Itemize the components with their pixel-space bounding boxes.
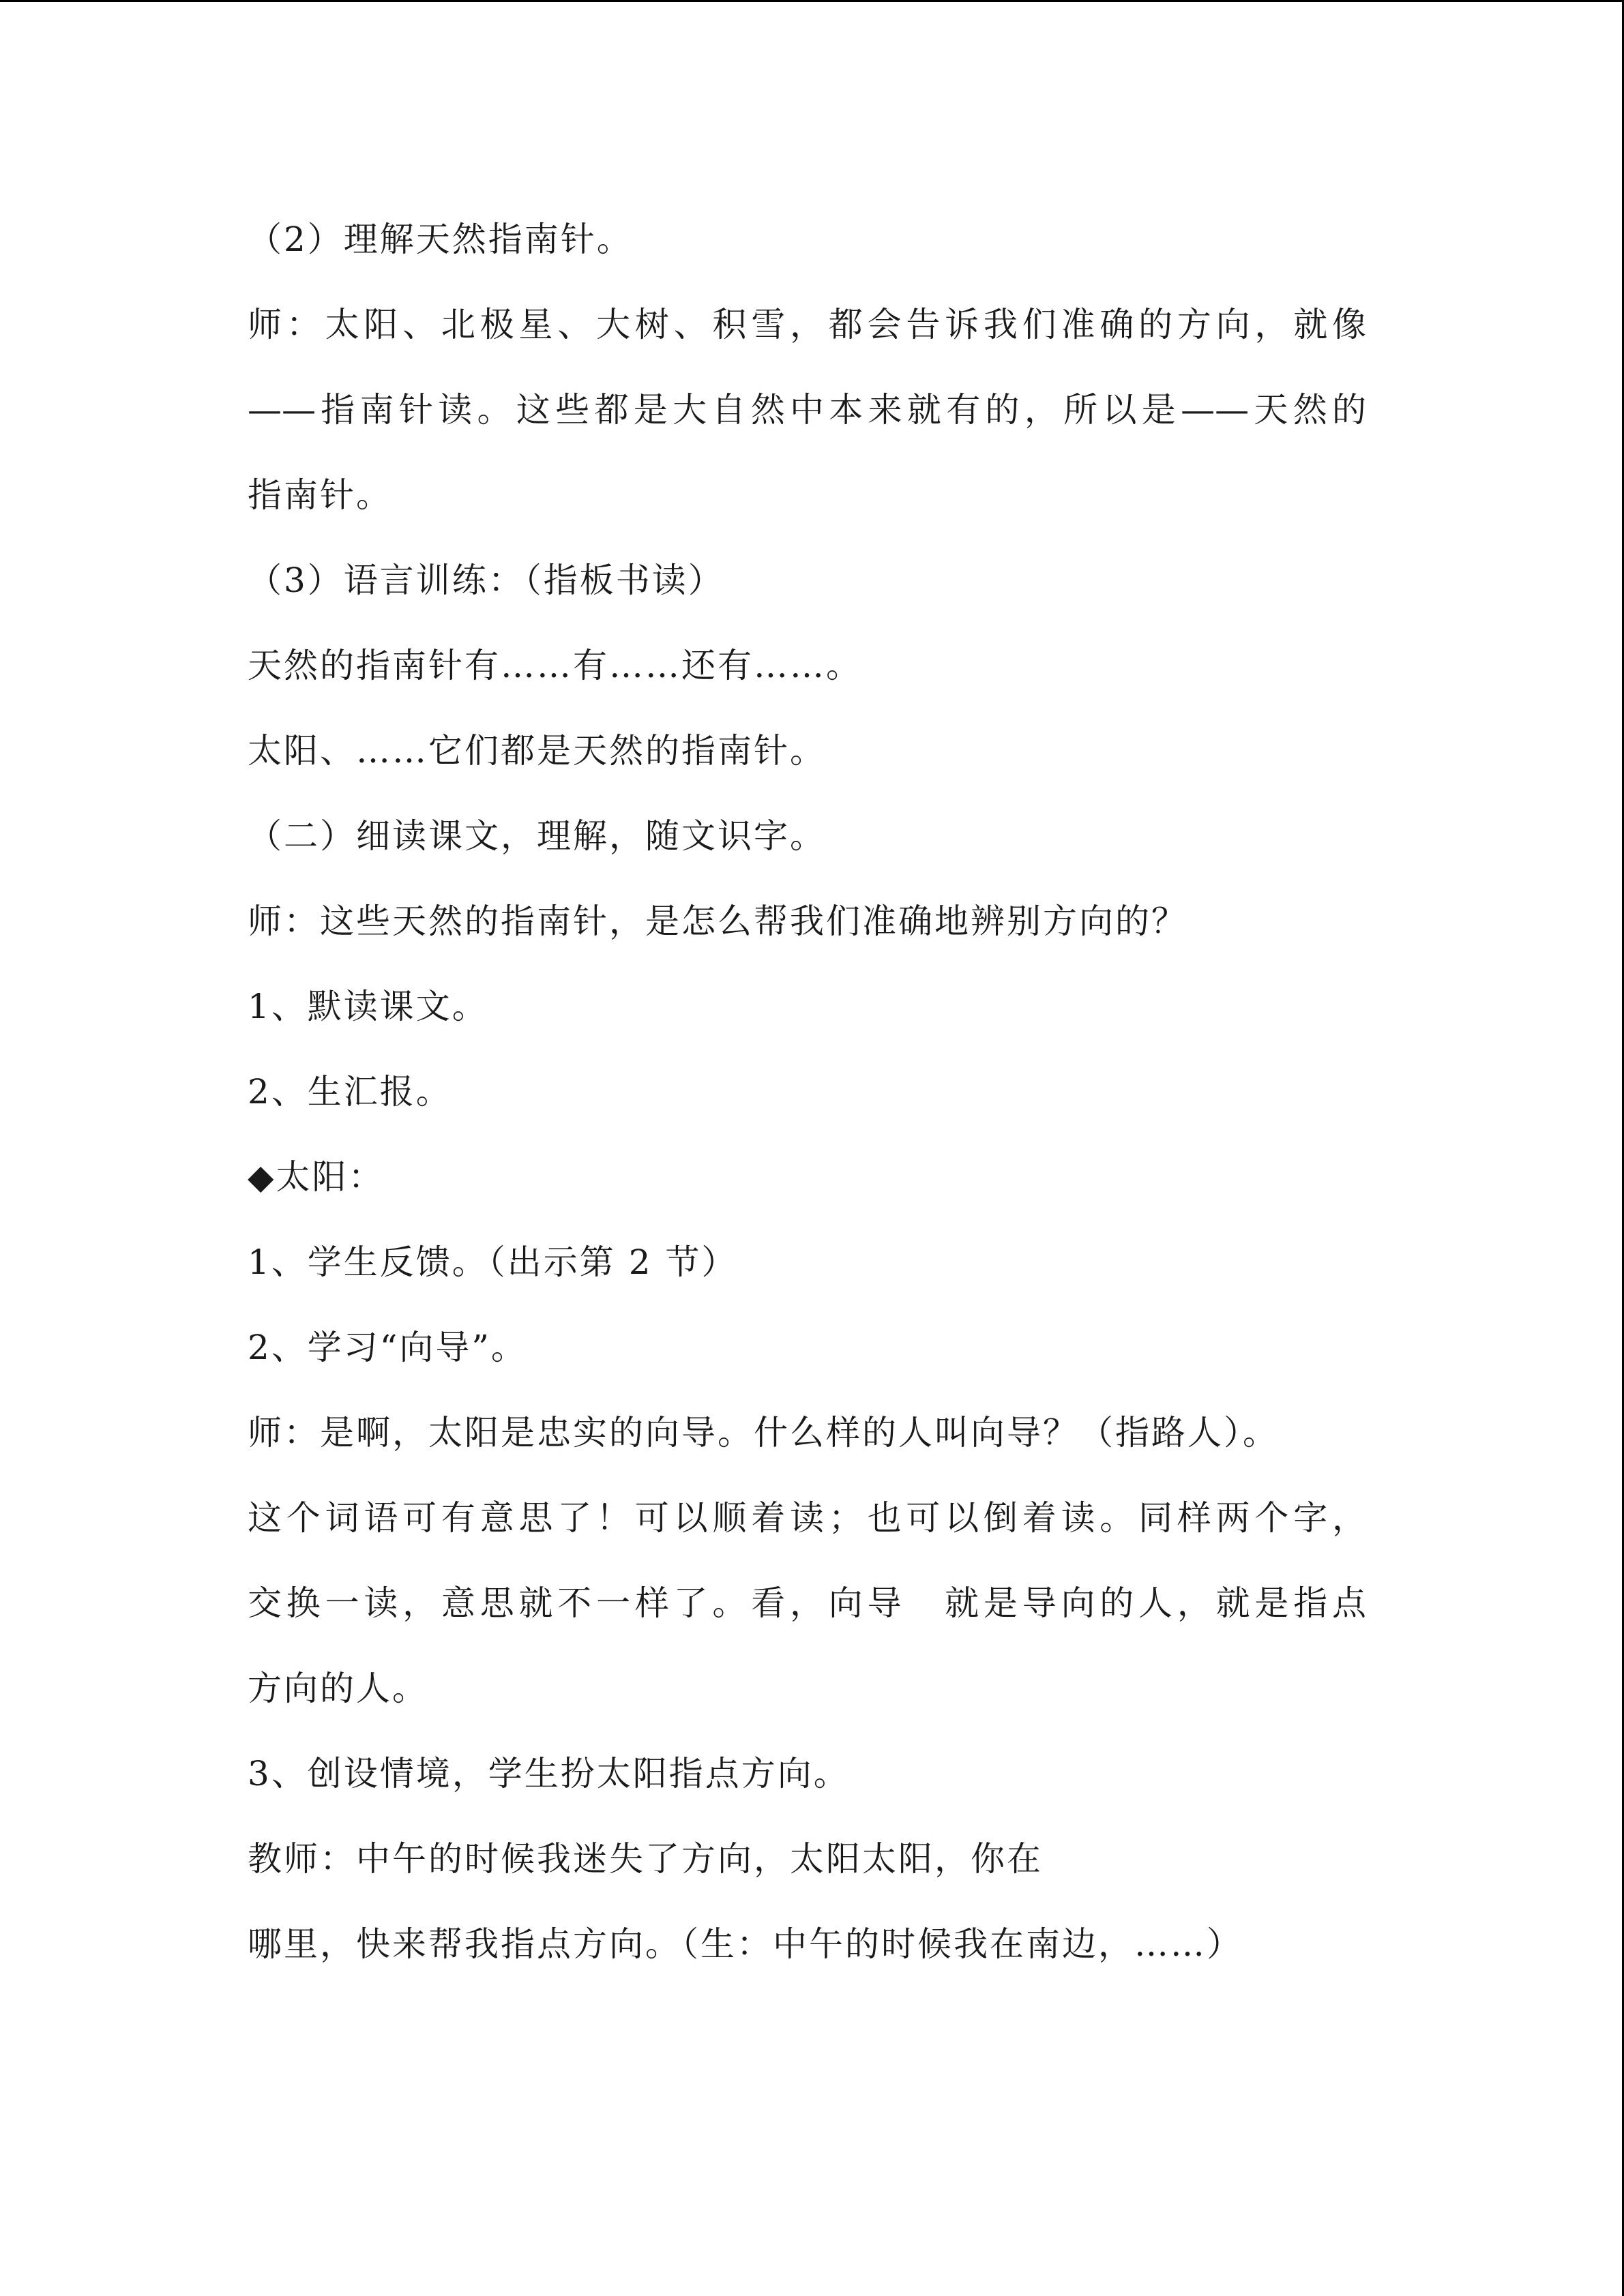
paragraph-line: 方向的人。 xyxy=(248,1669,428,1708)
paragraph-line: ——指南针读。这些都是大自然中本来就有的，所以是——天然的 xyxy=(248,390,1366,430)
section-heading: （3）语言训练：（指板书读） xyxy=(248,561,724,600)
paragraph-line: 太阳、……它们都是天然的指南针。 xyxy=(248,731,826,771)
paragraph-line: 师：是啊，太阳是忠实的向导。什么样的人叫向导？（指路人）。 xyxy=(248,1413,1279,1452)
paragraph-line: 这个词语可有意思了！可以顺着读；也可以倒着读。同样两个字， xyxy=(248,1498,1366,1538)
list-item: 1、默读课文。 xyxy=(248,987,488,1026)
list-item: 3、创设情境，学生扮太阳指点方向。 xyxy=(248,1754,850,1793)
paragraph-line: 哪里，快来帮我指点方向。（生：中午的时候我在南边，……） xyxy=(248,1924,1243,1964)
paragraph-line: 指南针。 xyxy=(248,475,392,515)
paragraph-line: 师：太阳、北极星、大树、积雪，都会告诉我们准确的方向，就像 xyxy=(248,305,1366,344)
subsection-heading: ◆太阳： xyxy=(248,1157,385,1197)
section-heading: （2）理解天然指南针。 xyxy=(248,220,633,259)
list-item: 2、生汇报。 xyxy=(248,1072,452,1112)
list-item: 2、学习“向导”。 xyxy=(248,1328,527,1367)
paragraph-line: 交换一读，意思就不一样了。看，向导 就是导向的人，就是指点 xyxy=(248,1583,1366,1623)
section-heading: （二）细读课文，理解，随文识字。 xyxy=(248,816,826,856)
paragraph-line: 教师：中午的时候我迷失了方向，太阳太阳，你在 xyxy=(248,1839,1043,1879)
list-item: 1、学生反馈。（出示第 2 节） xyxy=(248,1242,738,1282)
paragraph-line: 师：这些天然的指南针，是怎么帮我们准确地辨别方向的？ xyxy=(248,901,1187,941)
paragraph-line: 天然的指南针有……有……还有……。 xyxy=(248,646,862,685)
document-body xyxy=(248,197,1366,1987)
